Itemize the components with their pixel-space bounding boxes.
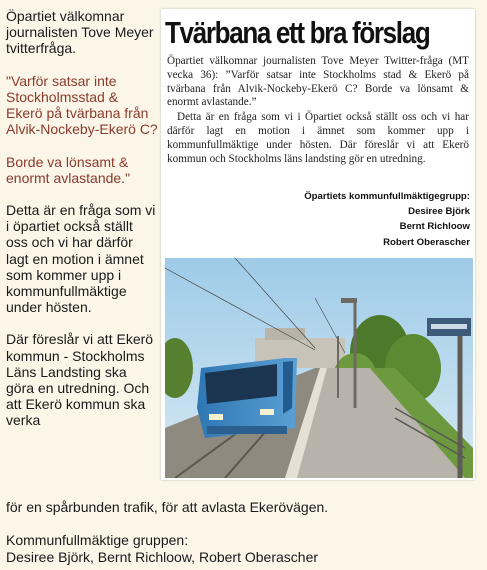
group-members: Desiree Björk, Bernt Richloow, Robert Oberascher xyxy=(6,549,319,565)
quote-continuation: Borde va lönsamt & enormt avlastande." xyxy=(6,153,131,186)
closing-line: för en spårbunden trafik, för att avlasta Ekerövägen. xyxy=(6,499,329,515)
signature-name-3: Robert Oberascher xyxy=(383,236,470,248)
group-label: Kommunfullmäktige gruppen: xyxy=(6,532,189,548)
answer-paragraph-2: Där föreslår vi att Ekerö kommun - Stockholms Läns Landsting ska göra en utredning. Och att Ekerö kommun ska verka xyxy=(6,331,154,429)
clipping-article xyxy=(167,55,469,166)
clipping-paragraph-1: Öpartiet välkomnar journalisten Tove Meyer Twitter-fråga (MT vecka 36): ”Varför satsar inte Stockholms stad & Ekerö på tvärbana från Alvik-Nockeby-Ekerö C? Borde va lönsamt & enormt avlastande.” xyxy=(167,55,469,109)
quote-question: "Varför satsar inte Stockholmsstad & Ekerö på tvärbana från Alvik-Nockeby-Ekerö C? xyxy=(6,72,158,138)
left-text-column xyxy=(6,8,158,445)
clipping-headline: Tvärbana ett bra förslag xyxy=(165,15,430,50)
signature-group: Öpartiets kommunfullmäktigegrupp: xyxy=(304,191,470,202)
newspaper-clipping xyxy=(161,9,475,480)
intro-text: Öpartiet välkomnar journalisten Tove Meyer tvitterfråga. xyxy=(6,8,154,57)
signature-name-2: Bernt Richloow xyxy=(399,221,470,233)
tram-station-photo xyxy=(165,258,473,478)
signature-name-1: Desiree Björk xyxy=(408,206,470,218)
clipping-signature xyxy=(304,189,470,250)
quote-text xyxy=(6,73,158,186)
answer-paragraph-1: Detta är en fråga som vi i öpartiet också ställt oss och vi har därför lagt en motion i ämnet som kommer upp i kommunfullmäktige under hösten. xyxy=(6,202,156,316)
clipping-paragraph-2: Detta är en fråga som vi i Öpartiet också ställt oss och vi har därför lagt en motion i ämnet som kommer upp i kommunfullmäktige under hösten. Där föreslår vi att Ekerö kommun och Stockholms läns landsting gör en utredning. xyxy=(167,111,469,165)
